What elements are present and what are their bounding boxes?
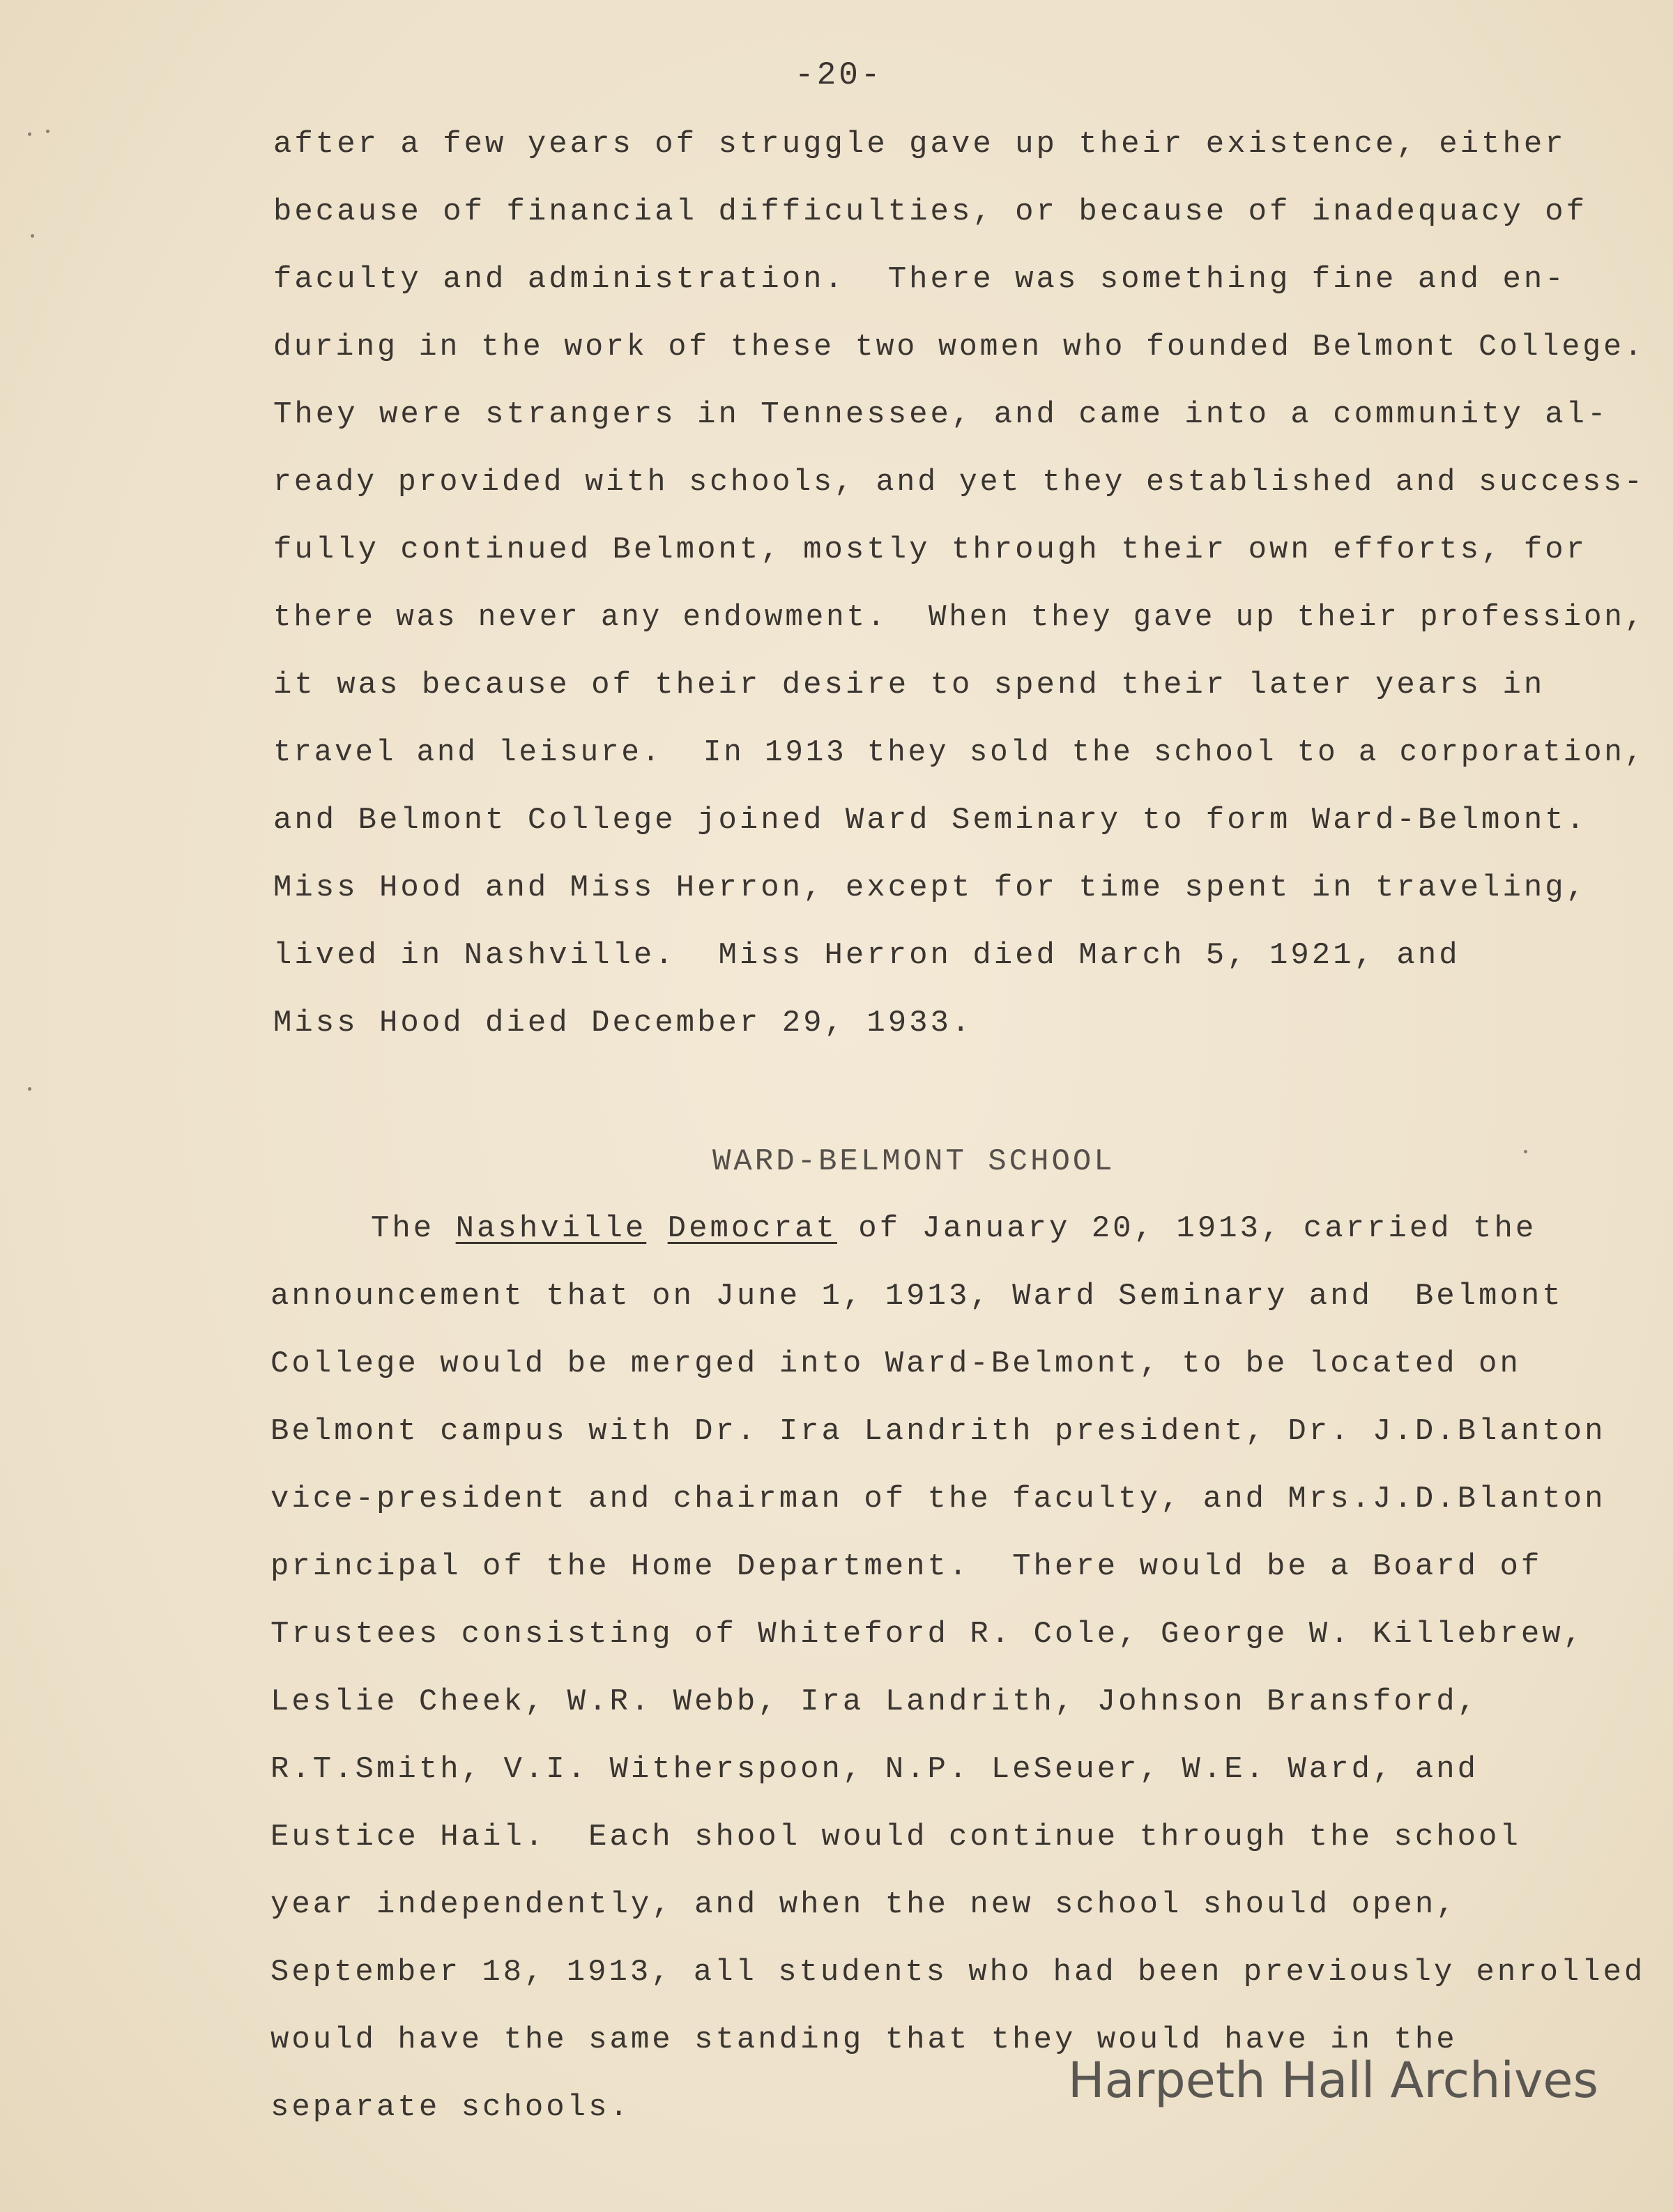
paragraph2-line: principal of the Home Department. There would be a Board of xyxy=(270,1549,1543,1584)
paper-speck xyxy=(28,1087,31,1091)
paragraph2-line: Leslie Cheek, W.R. Webb, Ira Landrith, Johnson Bransford, xyxy=(270,1684,1479,1719)
newspaper-title-word: Democrat xyxy=(667,1211,837,1246)
text-run xyxy=(646,1211,667,1246)
paragraph1-line: faculty and administration. There was something fine and en- xyxy=(273,262,1566,297)
section-heading: WARD-BELMONT SCHOOL xyxy=(712,1144,1115,1179)
text-run: The xyxy=(371,1211,456,1246)
paper-speck xyxy=(31,234,34,238)
paragraph2-line: September 18, 1913, all students who had been previously enrolled xyxy=(270,1955,1646,1990)
paragraph2-line: announcement that on June 1, 1913, Ward Seminary and Belmont xyxy=(270,1279,1564,1314)
paragraph1-line: Miss Hood died December 29, 1933. xyxy=(273,1006,973,1040)
paragraph1-line: and Belmont College joined Ward Seminary to form Ward-Belmont. xyxy=(273,803,1588,838)
newspaper-title-word: Nashville xyxy=(455,1211,647,1246)
paragraph2-line: College would be merged into Ward-Belmont, to be located on xyxy=(270,1346,1521,1381)
paragraph2-line: Trustees consisting of Whiteford R. Cole, George W. Killebrew, xyxy=(270,1617,1585,1652)
paragraph1-line: because of financial difficulties, or because of inadequacy of xyxy=(273,194,1588,229)
paragraph1-line: lived in Nashville. Miss Herron died March 5, 1921, and xyxy=(273,938,1460,973)
paragraph1-line: travel and leisure. In 1913 they sold the school to a corporation, xyxy=(273,735,1646,770)
paper-speck xyxy=(46,130,49,133)
paragraph2-line: Eustice Hail. Each shool would continue through the school xyxy=(270,1820,1521,1854)
text-run: of January 20, 1913, carried the xyxy=(837,1211,1537,1246)
paragraph2-line: R.T.Smith, V.I. Witherspoon, N.P. LeSeuer, W.E. Ward, and xyxy=(270,1752,1479,1787)
paragraph2-line: vice-president and chairman of the faculty, and Mrs.J.D.Blanton xyxy=(270,1482,1606,1516)
paragraph1-line: Miss Hood and Miss Herron, except for time spent in traveling, xyxy=(273,870,1588,905)
paragraph2-line: would have the same standing that they would have in the xyxy=(270,2022,1458,2057)
paragraph1-line: ready provided with schools, and yet they established and success- xyxy=(273,465,1645,500)
paragraph1-line: there was never any endowment. When they gave up their profession, xyxy=(273,600,1646,635)
paper-speck xyxy=(1524,1150,1527,1153)
paragraph1-line: They were strangers in Tennessee, and came into a community al- xyxy=(273,397,1609,432)
paragraph1-line: fully continued Belmont, mostly through their own efforts, for xyxy=(273,532,1588,567)
paragraph1-line: during in the work of these two women who founded Belmont College. xyxy=(273,330,1645,364)
paragraph2-line: year independently, and when the new school should open, xyxy=(270,1887,1458,1922)
page-number: -20- xyxy=(795,57,883,93)
paragraph2-first-line xyxy=(371,1211,1536,1246)
paragraph2-line: separate schools. xyxy=(270,2090,631,2125)
paragraph1-line: after a few years of struggle gave up their existence, either xyxy=(273,127,1566,162)
archive-watermark: Harpeth Hall Archives xyxy=(1068,2052,1598,2109)
paragraph2-line: Belmont campus with Dr. Ira Landrith president, Dr. J.D.Blanton xyxy=(270,1414,1606,1449)
paper-speck xyxy=(28,132,31,136)
paragraph1-line: it was because of their desire to spend their later years in xyxy=(273,668,1545,702)
